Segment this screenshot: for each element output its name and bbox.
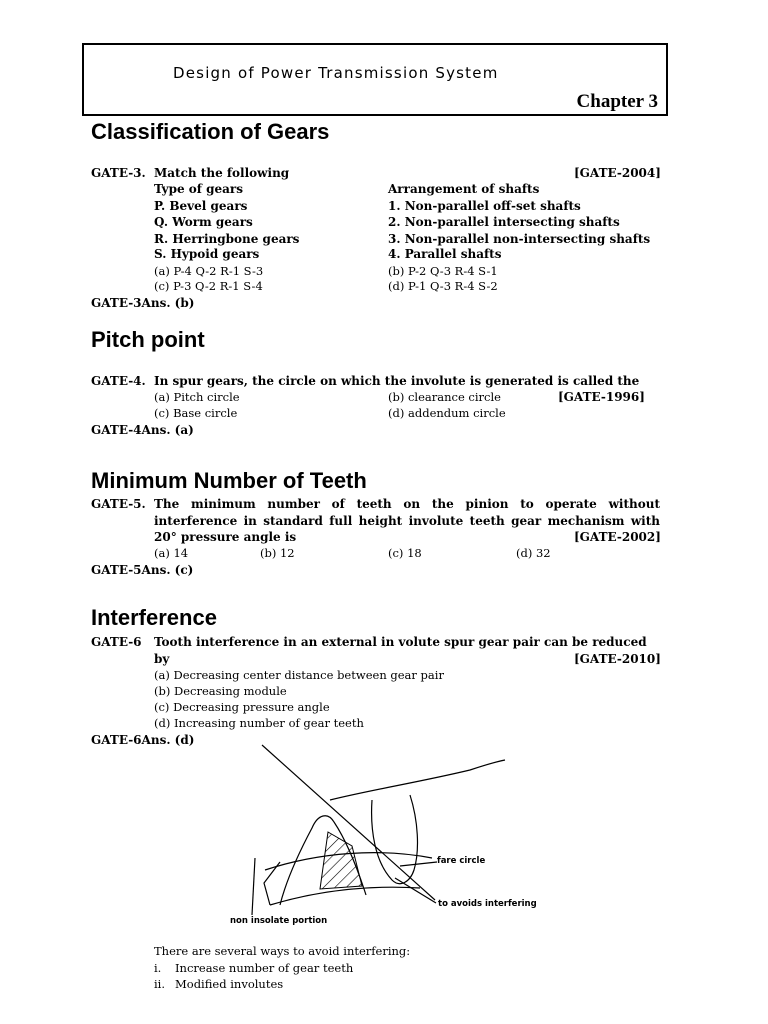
option-d: (d) P-1 Q-3 R-4 S-2 (388, 279, 498, 293)
list-item: P. Bevel gears (154, 199, 248, 213)
leader-line (400, 862, 437, 866)
notes-intro: There are several ways to avoid interfering: (154, 944, 411, 958)
list-item: 1. Non-parallel off-set shafts (388, 199, 581, 213)
column-header-type: Type of gears (154, 182, 244, 196)
option-c: (c) Base circle (154, 406, 238, 420)
leader-line (252, 858, 255, 915)
figure-label-avoid: to avoids interfering (438, 899, 537, 909)
list-item-number: i. (154, 961, 162, 975)
question-text-line: interference in standard full height involute teeth gear mechanism with (154, 514, 660, 528)
option-a: (a) Pitch circle (154, 390, 240, 404)
option-b: (b) Decreasing module (154, 684, 287, 698)
option-d: (d) 32 (516, 546, 551, 560)
list-item: Modified involutes (175, 977, 284, 991)
list-item: Q. Worm gears (154, 215, 253, 229)
question-text-line: Tooth interference in an external in volute spur gear pair can be reduced (154, 635, 647, 649)
option-c: (c) 18 (388, 546, 422, 560)
question-id: GATE-5. (91, 497, 146, 511)
option-a: (a) P-4 Q-2 R-1 S-3 (154, 264, 264, 278)
answer-line: GATE-6Ans. (d) (91, 733, 195, 747)
gear-base-curve (270, 887, 420, 905)
section-heading-minimum-teeth: Minimum Number of Teeth (91, 468, 367, 493)
figure-label-portion: non insolate portion (230, 916, 328, 926)
question-text-line: by (154, 652, 170, 666)
question-id: GATE-6 (91, 635, 142, 649)
question-id: GATE-3. (91, 166, 146, 180)
list-item: 2. Non-parallel intersecting shafts (388, 215, 620, 229)
option-b: (b) P-2 Q-3 R-4 S-1 (388, 264, 498, 278)
option-d: (d) Increasing number of gear teeth (154, 716, 364, 730)
option-a: (a) 14 (154, 546, 189, 560)
section-heading-classification: Classification of Gears (91, 119, 330, 144)
exam-year-tag: [GATE-2010] (574, 652, 661, 666)
list-item: R. Herringbone gears (154, 232, 300, 246)
list-item: 3. Non-parallel non-intersecting shafts (388, 232, 651, 246)
gear-tooth-upper (372, 795, 418, 884)
answer-line: GATE-5Ans. (c) (91, 563, 194, 577)
question-text-line: 20° pressure angle is (154, 530, 297, 544)
exam-year-tag: [GATE-1996] (558, 390, 645, 404)
list-item: 4. Parallel shafts (388, 247, 502, 261)
question-prompt: In spur gears, the circle on which the involute is generated is called the (154, 374, 640, 388)
option-a: (a) Decreasing center distance between gear pair (154, 668, 444, 682)
hatched-region (320, 832, 362, 889)
question-prompt: Match the following (154, 166, 290, 180)
option-b: (b) clearance circle (388, 390, 501, 404)
option-c: (c) Decreasing pressure angle (154, 700, 330, 714)
question-id: GATE-4. (91, 374, 146, 388)
section-heading-pitch-point: Pitch point (91, 327, 205, 352)
answer-line: GATE-3Ans. (b) (91, 296, 195, 310)
exam-year-tag: [GATE-2002] (574, 530, 661, 544)
list-item: S. Hypoid gears (154, 247, 260, 261)
list-item: Increase number of gear teeth (175, 961, 354, 975)
column-header-arrangement: Arrangement of shafts (388, 182, 540, 196)
option-b: (b) 12 (260, 546, 295, 560)
subject-title: Design of Power Transmission System (173, 64, 499, 82)
option-d: (d) addendum circle (388, 406, 506, 420)
gear-rim-upper (330, 760, 505, 800)
answer-line: GATE-4Ans. (a) (91, 423, 194, 437)
list-item-number: ii. (154, 977, 166, 991)
chapter-label: Chapter 3 (576, 91, 658, 112)
figure-label-circle: fare circle (437, 856, 486, 866)
question-text-line: The minimum number of teeth on the pinion to operate without (154, 497, 660, 511)
section-heading-interference: Interference (91, 605, 217, 630)
exam-year-tag: [GATE-2004] (574, 166, 661, 180)
option-c: (c) P-3 Q-2 R-1 S-4 (154, 279, 263, 293)
